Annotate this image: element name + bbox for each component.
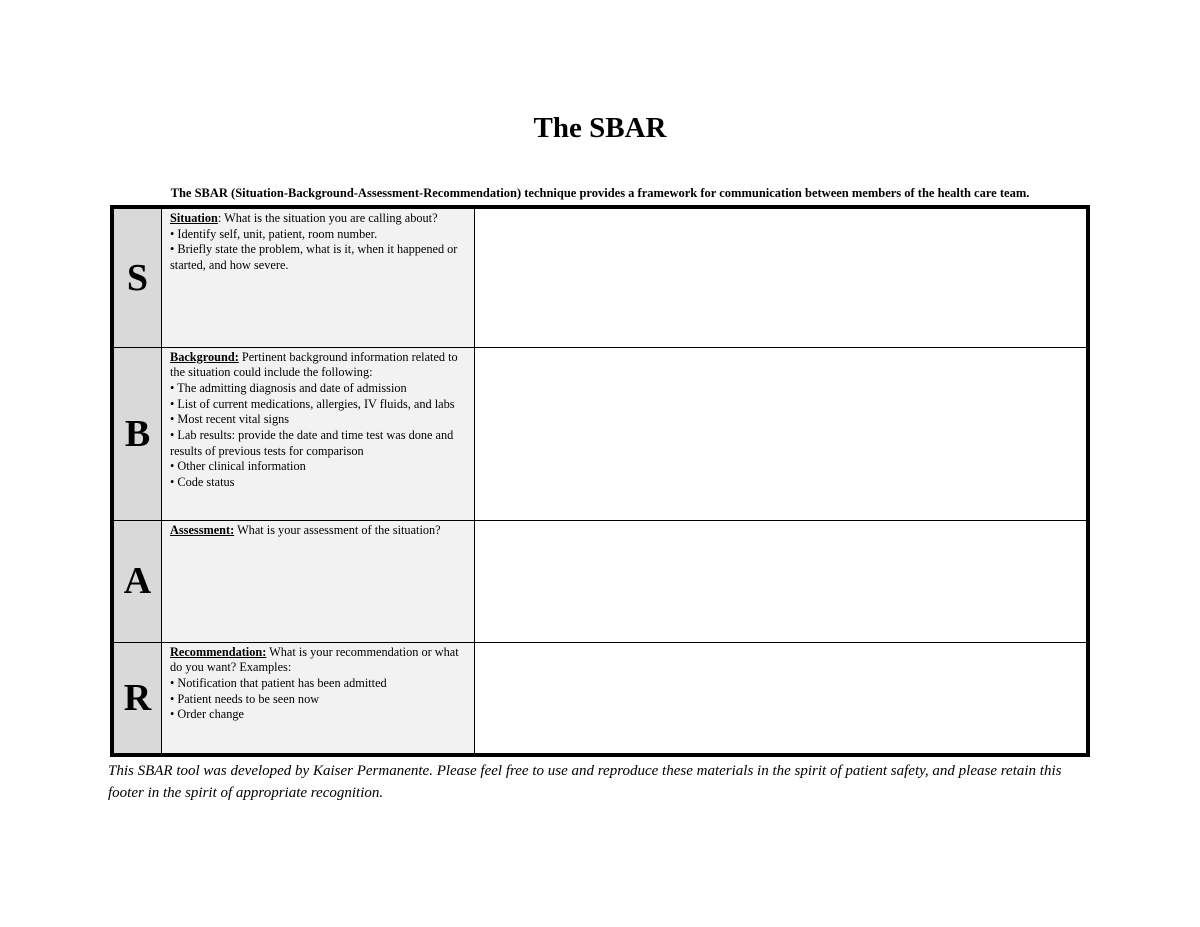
row-description: What is your assessment of the situation? bbox=[234, 522, 441, 537]
bullet-item: • Briefly state the problem, what is it, when it happened or started, and how severe. bbox=[170, 242, 458, 273]
sbar-row-b bbox=[112, 347, 1088, 520]
sbar-row-s bbox=[112, 207, 1088, 347]
footer-note: This SBAR tool was developed by Kaiser Permanente. Please feel free to use and reproduce these materials in the spirit of patient safety, and please retain this footer in the spirit of appropriate recognition. bbox=[108, 763, 1062, 801]
sbar-row-a bbox=[112, 520, 1088, 642]
row-letter: S bbox=[112, 207, 162, 347]
intro-text: The SBAR (Situation-Background-Assessment-Recommendation) technique provides a framework for communication between members of the health care team. bbox=[170, 186, 1030, 200]
response-field[interactable] bbox=[475, 520, 1089, 642]
row-description: What is your recommendation or what do you want? Examples: bbox=[170, 644, 459, 675]
row-prompt bbox=[162, 520, 475, 642]
bullet-item: • Lab results: provide the date and time test was done and results of previous tests for comparison bbox=[170, 428, 454, 458]
bullet-item: • List of current medications, allergies, IV fluids, and labs bbox=[170, 396, 455, 411]
sbar-row-r bbox=[112, 642, 1088, 755]
row-letter: A bbox=[112, 520, 162, 642]
response-field[interactable] bbox=[475, 207, 1089, 347]
bullet-item: • Notification that patient has been admitted bbox=[170, 675, 387, 690]
row-description: Pertinent background information related to the situation could include the following: bbox=[170, 349, 458, 380]
response-field[interactable] bbox=[475, 347, 1089, 520]
bullet-item: • Order change bbox=[170, 707, 244, 722]
row-heading: Situation bbox=[170, 211, 218, 225]
row-letter: R bbox=[112, 642, 162, 755]
sbar-table bbox=[110, 205, 1090, 757]
bullet-item: • Code status bbox=[170, 475, 235, 490]
row-heading: Recommendation: bbox=[170, 644, 267, 659]
row-prompt bbox=[162, 347, 475, 520]
bullet-item: • Most recent vital signs bbox=[170, 412, 290, 427]
row-letter: B bbox=[112, 347, 162, 520]
row-heading: Assessment: bbox=[170, 522, 235, 537]
row-prompt bbox=[162, 642, 475, 755]
bullet-item: • Patient needs to be seen now bbox=[170, 691, 320, 706]
page-title: The SBAR bbox=[533, 112, 667, 144]
bullet-item: • Identify self, unit, patient, room number. bbox=[170, 226, 378, 241]
bullet-item: • Other clinical information bbox=[170, 459, 306, 474]
row-heading: Background: bbox=[170, 349, 239, 364]
bullet-item: • The admitting diagnosis and date of admission bbox=[170, 380, 407, 395]
row-description: : What is the situation you are calling about? bbox=[217, 211, 438, 225]
response-field[interactable] bbox=[475, 642, 1089, 755]
row-prompt bbox=[162, 207, 475, 347]
